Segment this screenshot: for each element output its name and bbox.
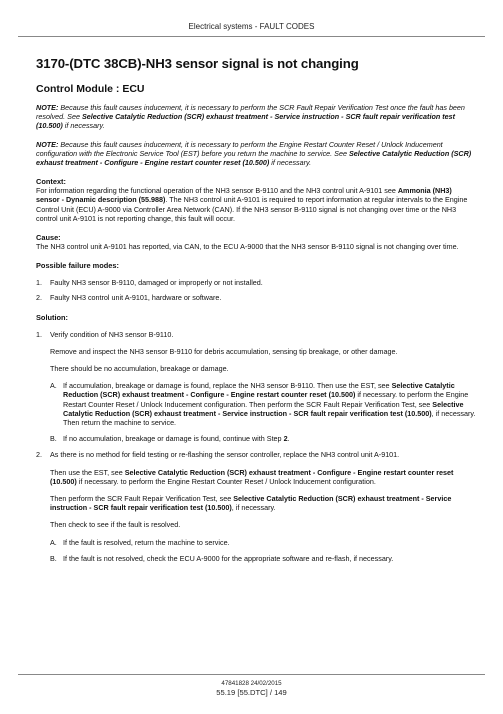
failure-modes-heading: Possible failure modes: — [36, 261, 119, 271]
failure-modes-list — [36, 278, 476, 302]
step-link[interactable]: 2 — [283, 434, 288, 444]
step-paragraph: Remove and inspect the NH3 sensor B-9110 for debris accumulation, sensing tip breakage, or other damage. — [50, 346, 398, 356]
reference-link[interactable]: Selective Catalytic Reduction (SCR) exhaust treatment - Configure - Engine restart counter reset (10.500) — [36, 148, 472, 168]
step-paragraph: Then perform the SCR Fault Repair Verification Test, see Selective Catalytic Reduction (SCR) exhaust treatment - Service instruction - SCR fault repair verification test (10.500), if necessary. — [50, 494, 452, 513]
list-item: 1. Faulty NH3 sensor B-9110, damaged or improperly or not installed. — [36, 278, 263, 288]
solution-step-2: 2. As there is no method for field testing or re-flashing the sensor controller, replace the NH3 control unit A-9101. Then use the EST, see Selective Catalytic Reduction (SCR) exhaust treatment - Configure - Engine restart counter reset (10.500) if necessary. to perform the Engine Restart Counter Reset / Unlock Inducement configuration. Then perform the SCR Fault Repair Verification Test, see Selective Catalytic Reduction (SCR) exhaust treatment - Service instruction - SCR fault repair verification test (10.500), if necessary. Then check to see if the fault is resolved. A. If the fault is resolved, return the machine to service. B. If the fault is not resolved, check the ECU A-9000 for the appropriate software and re-flash, if necessary. — [36, 450, 476, 563]
list-item: 2. Faulty NH3 control unit A-9101, hardware or software. — [36, 293, 222, 303]
sub-step: A. If the fault is resolved, return the machine to service. — [50, 537, 230, 547]
header-rule — [18, 36, 485, 37]
step-paragraph: There should be no accumulation, breakage or damage. — [50, 364, 229, 374]
sub-step: B. If no accumulation, breakage or damage is found, continue with Step 2. — [50, 434, 290, 444]
fault-title: 3170-(DTC 38CB)-NH3 sensor signal is not changing — [36, 56, 359, 71]
footer-rule — [18, 674, 485, 675]
page-footer — [0, 680, 503, 698]
document-number: 47841828 24/02/2015 — [221, 680, 282, 687]
note-inducement-reset: NOTE: Because this fault causes inducement, it is necessary to perform the Engine Restart Counter Reset / Unlock Inducement configuration with the Electronic Service Tool (EST) before you return the machine to service. See Selective Catalytic Reduction (SCR) exhaust treatment - Configure - Engine restart counter reset (10.500) if necessary. — [36, 139, 472, 168]
solution-step-1: 1. Verify condition of NH3 sensor B-9110. Remove and inspect the NH3 sensor B-9110 for debris accumulation, sensing tip breakage, or other damage. There should be no accumulation, breakage or damage. A. If accumulation, breakage or damage is found, replace the NH3 sensor B-9110. Then use the EST, see Selective Catalytic Reduction (SCR) exhaust treatment - Configure - Engine restart counter reset (10.500) if necessary. to perform the Engine Restart Counter Reset / Unlock Inducement configuration. Then perform the SCR Fault Repair Verification Test, see Selective Catalytic Reduction (SCR) exhaust treatment - Service instruction - SCR fault repair verification test (10.500), if necessary. Then return the machine to service. B. If no accumulation, breakage or damage is found, continue with Step 2. — [36, 329, 476, 444]
solution-steps — [36, 330, 476, 563]
context-heading: Context: — [36, 177, 66, 187]
reference-link[interactable]: Selective Catalytic Reduction (SCR) exhaust treatment - Service instruction - SCR fault repair verification test (10.500) — [63, 399, 464, 418]
page-content — [36, 56, 476, 570]
cause-heading: Cause: — [36, 233, 61, 243]
cause-text: The NH3 control unit A-9101 has reported, via CAN, to the ECU A-9000 that the NH3 sensor B-9110 signal is not changing over time. — [36, 242, 459, 252]
page-number: 55.19 [55.DTC] / 149 — [216, 688, 287, 697]
reference-link[interactable]: Selective Catalytic Reduction (SCR) exhaust treatment - Service instruction - SCR fault repair verification test (10.500) — [36, 112, 456, 131]
reference-link[interactable]: Selective Catalytic Reduction (SCR) exhaust treatment - Service instruction - SCR fault repair verification test (10.500) — [50, 494, 452, 513]
step-paragraph: Then use the EST, see Selective Catalytic Reduction (SCR) exhaust treatment - Configure - Engine restart counter reset (10.500) if necessary. to perform the Engine Restart Counter Reset / Unlock Inducement configuration. — [50, 467, 454, 486]
reference-link[interactable]: Selective Catalytic Reduction (SCR) exhaust treatment - Configure - Engine restart counter reset (10.500) — [50, 467, 454, 486]
step-paragraph: Then check to see if the fault is resolved. — [50, 520, 181, 530]
solution-heading: Solution: — [36, 312, 69, 322]
sub-step: A. If accumulation, breakage or damage is found, replace the NH3 sensor B-9110. Then use the EST, see Selective Catalytic Reduction (SCR) exhaust treatment - Configure - Engine restart counter reset (10.500) if necessary. to perform the Engine Restart Counter Reset / Unlock Inducement configuration. Then perform the SCR Fault Repair Verification Test, see Selective Catalytic Reduction (SCR) exhaust treatment - Service instruction - SCR fault repair verification test (10.500), if necessary. Then return the machine to service. — [50, 381, 476, 428]
context-text: For information regarding the functional operation of the NH3 sensor B-9110 and the NH3 control unit A-9101 see Ammonia (NH3) sensor - Dynamic description (55.988). The NH3 control unit A-9101 is required to report information at regular intervals to the Engine Control Unit (ECU) A-9000 via Controller Area Network (CAN). If the NH3 sensor B-9110 signal is not changing over time or the NH3 control unit A-9101 is not reporting change, this fault will occur. — [36, 186, 468, 223]
reference-link[interactable]: Ammonia (NH3) sensor - Dynamic description (55.988) — [36, 186, 452, 205]
sub-step: B. If the fault is not resolved, check the ECU A-9000 for the appropriate software and re-flash, if necessary. — [50, 553, 394, 563]
page-header: Electrical systems - FAULT CODES — [188, 22, 315, 31]
control-module-heading: Control Module : ECU — [36, 83, 145, 95]
reference-link[interactable]: Selective Catalytic Reduction (SCR) exhaust treatment - Configure - Engine restart counter reset (10.500) — [63, 381, 455, 400]
note-inducement-verification: NOTE: Because this fault causes inducement, it is necessary to perform the SCR Fault Repair Verification Test once the fault has been resolved. See Selective Catalytic Reduction (SCR) exhaust treatment - Service instruction - SCR fault repair verification test (10.500) if necessary. — [36, 103, 465, 131]
